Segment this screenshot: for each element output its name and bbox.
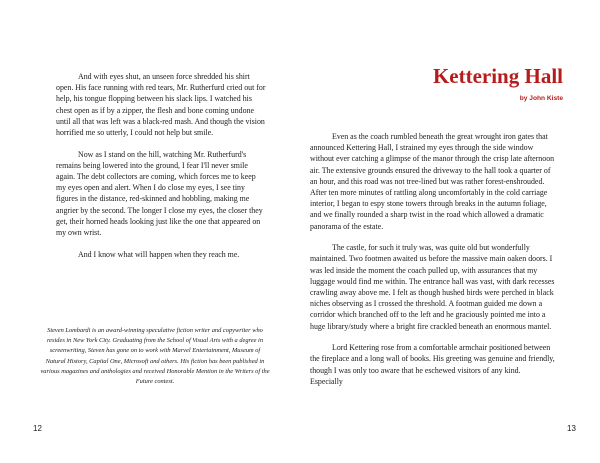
story-title: Kettering Hall	[432, 64, 563, 88]
page-number-left: 12	[33, 424, 42, 433]
left-page-body	[56, 71, 266, 270]
author-bio: Steven Lombardi is an award-winning speculative fiction writer and copywriter who resides in New York City. Graduating from the School of Visual Arts with a degree in screenwriting, Steven has gone on to work with Marvel Entertainment, Museum of Natural History, Capital One, Microsoft and others. His fiction has been published in various magazines and anthologies and received Honorable Mention in the Writers of the Future contest.	[40, 327, 270, 386]
left-paragraph-1: And with eyes shut, an unseen force shredded his shirt open. His face running with red tears, Mr. Rutherfurd cried out for help, his tongue flopping between his slack lips. I watched his chest open as if by a zipper, the flesh and bone coming undone until all that was left was a black-red mash. And though the vision horrified me so utterly, I could not help but smile.	[56, 72, 266, 138]
left-paragraph-3: And I know what will happen when they reach me.	[78, 249, 240, 259]
right-page	[300, 0, 600, 463]
page-number-right: 13	[567, 424, 576, 433]
right-paragraph-1: Even as the coach rumbled beneath the great wrought iron gates that announced Kettering Hall, I strained my eyes through the side window without ever catching a glimpse of the manor through the crisp late afternoon air. The extensive grounds ensured the driveway to the hall took a quarter of an hour, and this road was not tree-lined but was rather forest-enshrouded. After ten more minutes of rattling along uncomfortably in the cold carriage interior, I began to espy stone towers through breaks in the autumn foliage, and we finally rounded a sharp twist in the road which allowed a dramatic panorama of the estate.	[310, 132, 555, 231]
story-byline: by John Kiste	[519, 95, 563, 102]
right-paragraph-2: The castle, for such it truly was, was quite old but wonderfully maintained. Two footmen awaited us before the massive main oaken doors. I was led inside the moment the coach pulled up, with assurances that my luggage would find me within. The entrance hall was vast, with dark recesses crawling away above me. I felt as though hushed birds were perched in black niches observing as I crossed the threshold. A footman guided me down a corridor which branched off to the left and he graciously pointed me into a huge library/study where a bright fire crackled beneath an enormous mantel.	[310, 243, 555, 331]
right-paragraph-3: Lord Kettering rose from a comfortable armchair positioned between the fireplace and a long wall of books. His greeting was genuine and friendly, though I was only too aware that he eschewed visitors of any kind. Especially	[310, 343, 555, 386]
right-page-body	[310, 131, 555, 397]
left-paragraph-2: Now as I stand on the hill, watching Mr. Rutherfurd's remains being lowered into the ground, I fear I'll never smile again. The debt collectors are coming, which forces me to keep my eyes open and alert. When I do close my eyes, I see tiny figures in the distance, red-skinned and hobbling, making me angrier by the second. The longer I close my eyes, the closer they get, their horned heads looking just like the one that appeared on my own wrist.	[56, 149, 263, 238]
